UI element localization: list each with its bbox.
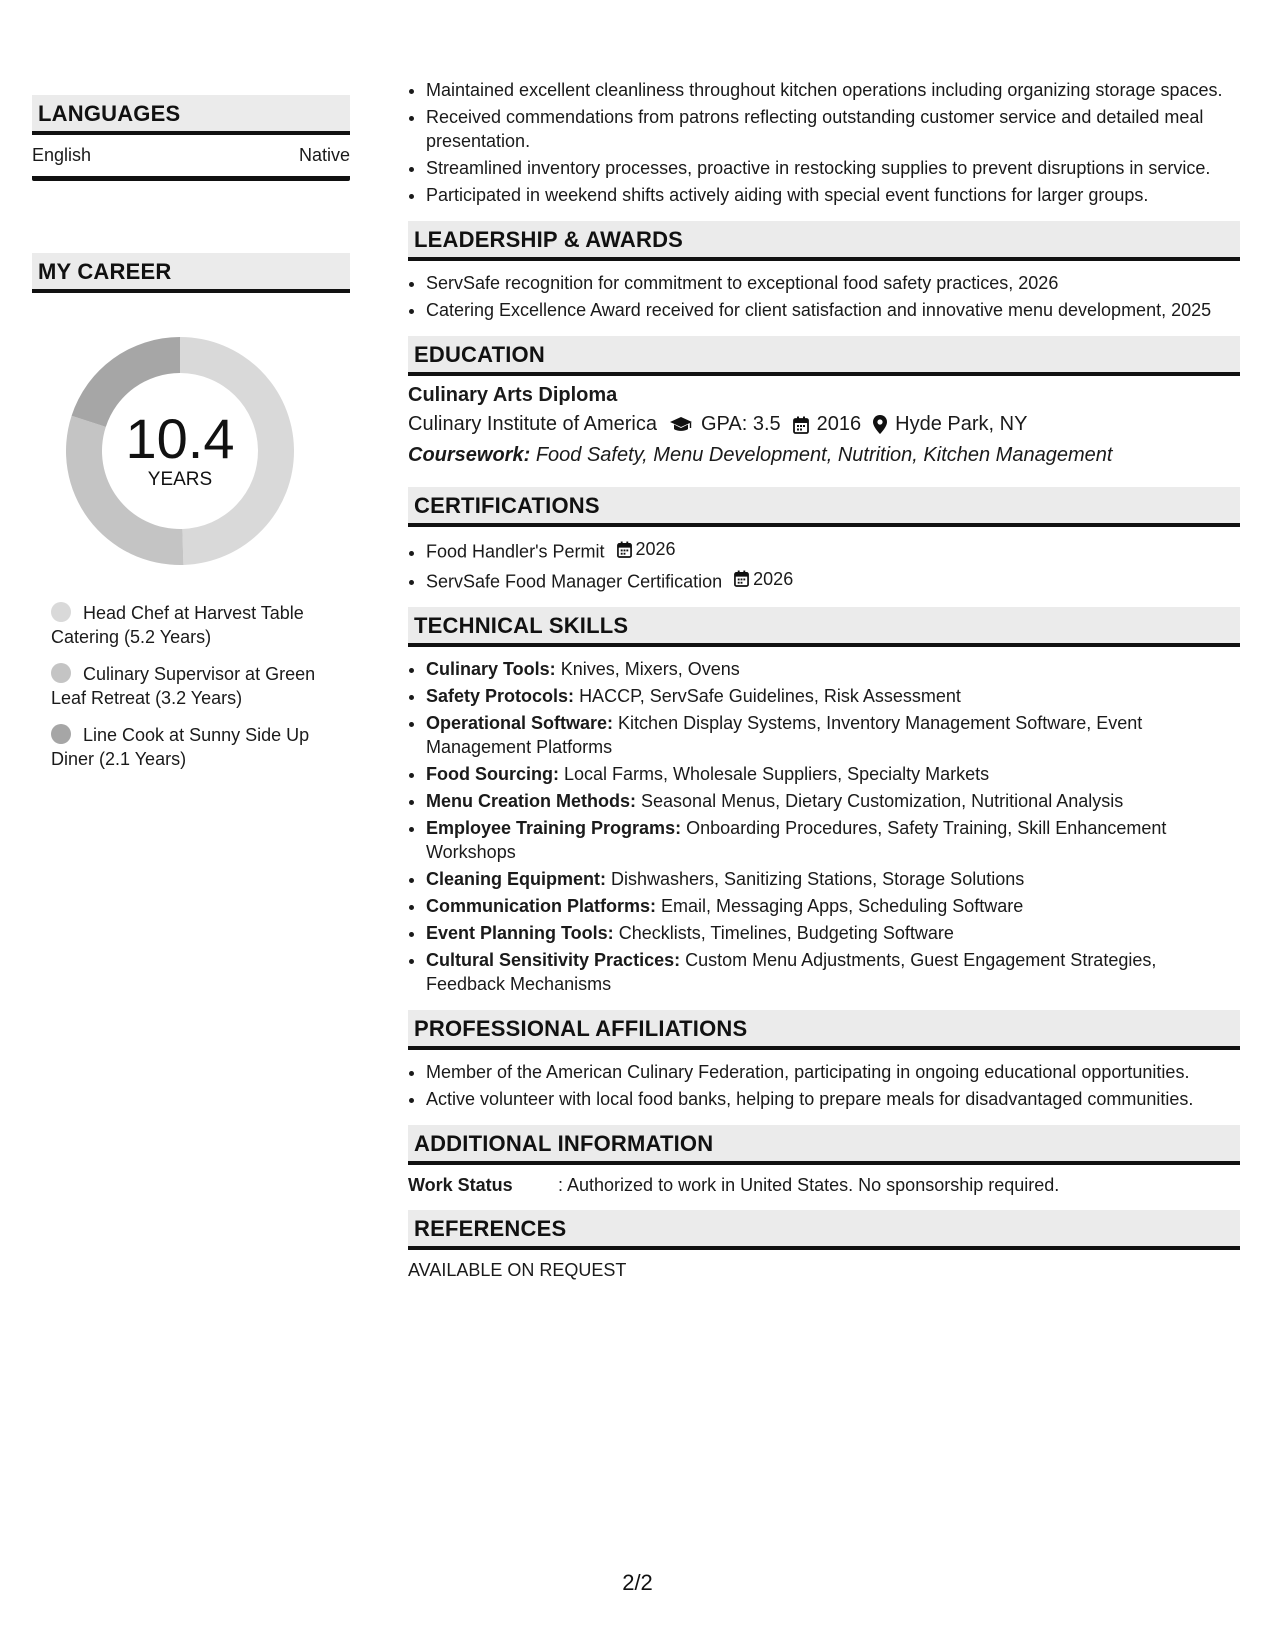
skill-label: Food Sourcing: [426, 764, 559, 784]
career-item-label: Line Cook at Sunny Side Up Diner (2.1 Years) [51, 725, 310, 769]
skill-value: Kitchen Display Systems, Inventory Management Software, Event Management Platforms [426, 713, 1143, 757]
skill-label: Employee Training Programs: [426, 818, 682, 838]
certification-name: Food Handler's Permit [426, 541, 605, 562]
language-row [32, 135, 350, 181]
work-status-label: Work Status [408, 1175, 513, 1195]
certifications-list [408, 537, 1240, 593]
additional-info-heading: ADDITIONAL INFORMATION [408, 1125, 1240, 1165]
certification-item [426, 567, 1240, 594]
references-text: AVAILABLE ON REQUEST [408, 1260, 627, 1280]
skill-item [426, 867, 1240, 891]
education-school: Culinary Institute of America [408, 413, 657, 435]
affiliation-item: • Active volunteer with local food banks, helping to prepare meals for disadvantaged communities. [426, 1087, 1240, 1111]
skill-label: Event Planning Tools: [426, 923, 614, 943]
leadership-item: • ServSafe recognition for commitment to exceptional food safety practices, 2026 [426, 271, 1240, 295]
left-column [32, 95, 350, 784]
references-heading: REFERENCES [408, 1210, 1240, 1250]
skill-label: Menu Creation Methods: [426, 791, 636, 811]
affiliations-list [408, 1060, 1240, 1111]
legend-dot [51, 663, 71, 683]
certification-year: 2026 [753, 568, 794, 589]
language-level: Native [298, 145, 350, 165]
career-total-value: 10.4 [125, 407, 235, 470]
work-status-value: : Authorized to work in United States. No sponsorship required. [558, 1175, 1060, 1195]
skill-item [426, 816, 1240, 864]
education-year: 2016 [816, 413, 862, 435]
page-number: 2/2 [622, 1570, 653, 1595]
affiliation-item: • Member of the American Culinary Federation, participating in ongoing educational opportunities. [426, 1060, 1240, 1084]
skill-value: Onboarding Procedures, Safety Training, Skill Enhancement Workshops [426, 818, 1167, 862]
calendar-icon [793, 416, 809, 434]
skills-heading: TECHNICAL SKILLS [408, 607, 1240, 647]
certification-date [617, 537, 676, 561]
skill-label: Operational Software: [426, 713, 614, 733]
affiliations-heading: PROFESSIONAL AFFILIATIONS [408, 1010, 1240, 1050]
skill-item [426, 921, 1240, 945]
skill-item [426, 789, 1240, 813]
certification-year: 2026 [635, 539, 676, 559]
skill-item [426, 948, 1240, 996]
career-item [51, 662, 350, 710]
skill-value: Local Farms, Wholesale Suppliers, Specialty Markets [564, 764, 990, 784]
education-location: Hyde Park, NY [895, 413, 1028, 435]
skill-label: Culinary Tools: [426, 659, 556, 679]
career-item-label: Culinary Supervisor at Green Leaf Retreat (3.2 Years) [51, 664, 316, 708]
experience-bullet: • Streamlined inventory processes, proactive in restocking supplies to prevent disruptions in service. [426, 156, 1240, 180]
education-details [408, 413, 1240, 436]
career-legend [32, 601, 350, 771]
certification-item [426, 537, 1240, 564]
legend-dot [51, 602, 71, 622]
education-gpa: GPA: 3.5 [701, 413, 781, 435]
experience-bullets [408, 78, 1240, 207]
coursework-value: Food Safety, Menu Development, Nutrition, Kitchen Management [535, 444, 1113, 466]
skill-value: Checklists, Timelines, Budgeting Software [618, 923, 954, 943]
education-coursework [408, 444, 1240, 467]
skill-label: Cultural Sensitivity Practices: [426, 950, 681, 970]
experience-bullet: • Participated in weekend shifts actively aiding with special event functions for larger groups. [426, 183, 1240, 207]
career-item-label: Head Chef at Harvest Table Catering (5.2 Years) [51, 603, 304, 647]
location-pin-icon [873, 415, 887, 434]
skill-item [426, 894, 1240, 918]
donut-center [66, 337, 294, 565]
skill-item [426, 657, 1240, 681]
career-donut-chart [66, 337, 294, 565]
skill-value: Seasonal Menus, Dietary Customization, Nutritional Analysis [641, 791, 1124, 811]
calendar-icon [734, 570, 749, 587]
skills-list [408, 657, 1240, 996]
skill-item [426, 684, 1240, 708]
certification-date [734, 567, 793, 591]
career-heading: MY CAREER [32, 253, 350, 293]
experience-bullet: • Received commendations from patrons reflecting outstanding customer service and detailed meal presentation. [426, 105, 1240, 153]
education-heading: EDUCATION [408, 336, 1240, 376]
calendar-icon [617, 541, 632, 558]
skill-item [426, 762, 1240, 786]
career-item [51, 601, 350, 649]
certifications-heading: CERTIFICATIONS [408, 487, 1240, 527]
skill-value: Dishwashers, Sanitizing Stations, Storage Solutions [611, 869, 1025, 889]
skill-value: Knives, Mixers, Ovens [560, 659, 740, 679]
skill-label: Communication Platforms: [426, 896, 657, 916]
language-name: English [32, 145, 92, 165]
leadership-list [408, 271, 1240, 322]
career-total-unit: YEARS [147, 469, 213, 490]
skill-item [426, 711, 1240, 759]
legend-dot [51, 724, 71, 744]
skill-value: Email, Messaging Apps, Scheduling Software [661, 896, 1024, 916]
skill-value: Custom Menu Adjustments, Guest Engagement Strategies, Feedback Mechanisms [426, 950, 1157, 994]
work-status-row [408, 1175, 1240, 1196]
certification-name: ServSafe Food Manager Certification [426, 571, 723, 591]
skill-label: Safety Protocols: [426, 686, 575, 706]
career-item [51, 723, 350, 771]
right-column [408, 78, 1240, 1281]
graduation-cap-icon [669, 416, 693, 434]
coursework-label: Coursework: [408, 444, 531, 466]
experience-bullet: • Maintained excellent cleanliness throughout kitchen operations including organizing storage spaces. [426, 78, 1240, 102]
education-degree: Culinary Arts Diploma [408, 384, 618, 406]
leadership-item: • Catering Excellence Award received for client satisfaction and innovative menu development, 2025 [426, 298, 1240, 322]
skill-value: HACCP, ServSafe Guidelines, Risk Assessment [579, 686, 961, 706]
skill-label: Cleaning Equipment: [426, 869, 606, 889]
leadership-heading: LEADERSHIP & AWARDS [408, 221, 1240, 261]
languages-heading: LANGUAGES [32, 95, 350, 135]
